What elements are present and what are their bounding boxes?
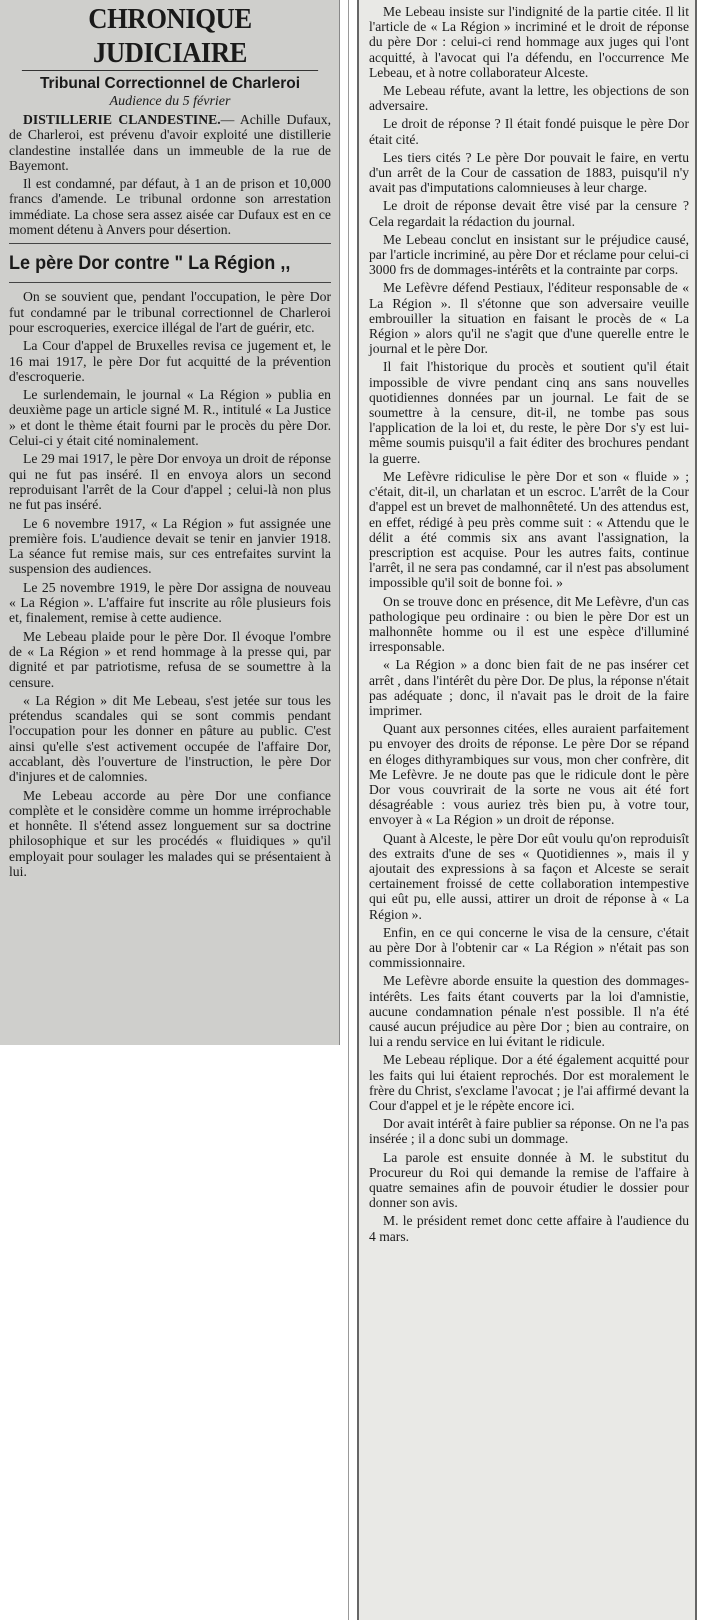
section-masthead: CHRONIQUE JUDICIAIRE — [22, 2, 318, 71]
item-text: — Achille Dufaux, de Charleroi, est prévenu d'avoir exploité une distillerie clandestine installée dans un immeuble de la rue de Bayemont. — [9, 112, 331, 173]
article-paragraph: M. le président remet donc cette affaire à l'audience du 4 mars. — [369, 1213, 689, 1244]
article-paragraph: Me Lebeau plaide pour le père Dor. Il évoque l'ombre de « La Région » et rend hommage à la presse qui, par dignité et par patriotisme, refusa de se soumettre à la censure. — [9, 628, 331, 690]
article-paragraph: Le droit de réponse devait être visé par la censure ? Cela regardait la rédaction du journal. — [369, 198, 689, 229]
article-paragraph: Dor avait intérêt à faire publier sa réponse. On ne l'a pas insérée ; il a donc subi un dommage. — [369, 1116, 689, 1147]
article-paragraph: Me Lebeau insiste sur l'indignité de la partie citée. Il lit l'article de « La Région » incriminé et le droit de réponse du père Dor : celui-ci rend hommage aux juges qui l'ont acquitté, à l'avocat qui l'a défendu, en l'occurrence Me Lebeau, et à notre collaborateur Alceste. — [369, 4, 689, 80]
article-paragraph: On se souvient que, pendant l'occupation, le père Dor fut condamné par le tribunal correctionnel de Charleroi pour escroqueries, exercice illégal de l'art de guérir, etc. — [9, 289, 331, 335]
article-paragraph: Me Lebeau conclut en insistant sur le préjudice causé, par l'article incriminé, au père Dor et réclame pour celui-ci 3000 frs de dommages-intérêts et la contrainte par corps. — [369, 231, 689, 278]
article-paragraph: Me Lefèvre aborde ensuite la question des dommages-intérêts. Les faits étant couverts par la loi d'amnistie, aucune condamnation pénale n'est possible. Il n'a été causé aucun préjudice au père Dor ; bien au contraire, on lui a rendu service en lui évitant le ridicule. — [369, 973, 689, 1050]
article-paragraph: Me Lebeau accorde au père Dor une confiance complète et le considère comme un homme irréprochable et honnête. Il s'étend assez longuement sur sa doctrine philosophique et sur les procédés « fluidiques » qu'il employait pour soulager les malades qui se présentaient à lui. — [9, 787, 331, 880]
separator-rule — [9, 282, 331, 283]
article-paragraph: Le 29 mai 1917, le père Dor envoya un droit de réponse qui ne fut pas inséré. Il en envoya alors un second reproduisant l'arrêt de la Cour d'appel ; celui-là non plus ne fut pas inséré. — [9, 451, 331, 513]
article-paragraph: La Cour d'appel de Bruxelles revisa ce jugement et, le 16 mai 1917, le père Dor fut acquitté de la prévention d'escroquerie. — [9, 338, 331, 384]
article-paragraph: « La Région » dit Me Lebeau, s'est jetée sur tous les prétendus scandales qui se sont commis pendant l'occupation pour les donner en pâture au public. C'est ainsi qu'elle s'est activement occupée de l'affaire Dor, accablant, dès l'ouverture de l'instruction, le père Dor d'injures et de calomnies. — [9, 692, 331, 785]
article-paragraph: Le 6 novembre 1917, « La Région » fut assignée une première fois. L'audience devait se tenir en janvier 1918. La séance fut remise mais, sur ces entrefaites survint la suspension des audiences. — [9, 515, 331, 577]
right-column — [357, 0, 697, 1620]
article-paragraph — [9, 112, 331, 173]
article-paragraph: La parole est ensuite donnée à M. le substitut du Procureur du Roi qui demande la remise de l'affaire à quatre semaines afin de pouvoir étudier le dossier pour donner son avis. — [369, 1149, 689, 1211]
article-paragraph: Il est condamné, par défaut, à 1 an de prison et 10,000 francs d'amende. Le tribunal ordonne son arrestation immédiate. La chose sera assez aisée car Dufaux est en ce moment détenu à Anvers pour désertion. — [9, 176, 331, 238]
article-paragraph: Quant à Alceste, le père Dor eût voulu qu'on reproduisît des extraits d'une de ses « Quotidiennes », mais il y ajoutait des expressions à sa façon et Alceste se serait certainement froissé de cette collaboration intempestive qui eût pu, elle aussi, attirer un droit de réponse à « La Région ». — [369, 830, 689, 922]
left-column — [0, 0, 340, 1045]
article-paragraph: Me Lefèvre ridiculise le père Dor et son « fluide » ; c'était, dit-il, un charlatan et un escroc. L'arrêt de la Cour d'appel est un brevet de malhonnêteté. Un des attendus est, en effet, rédigé à peu près comme suit : « Attendu que le délit a été commis six ans avant l'assignation, la prescription est acquise. Pour les autres faits, continue l'arrêt, il ne sera pas condamné, car il n'est pas absolument impossible qu'il soit de bonne foi. » — [369, 468, 689, 591]
article-paragraph: Le droit de réponse ? Il était fondé puisque le père Dor était cité. — [369, 116, 689, 147]
separator-rule — [9, 243, 331, 244]
article-paragraph: Les tiers cités ? Le père Dor pouvait le faire, en vertu d'un arrêt de la Cour de cassation de 1883, puisqu'il n'y avait pas d'imputations calomnieuses à leur charge. — [369, 149, 689, 196]
article-paragraph: Me Lefèvre défend Pestiaux, l'éditeur responsable de « La Région ». Il s'étonne que son adversaire veuille embrouiller la situation en faisant le procès de « La Région » alors qu'il ne s'agit que d'une querelle entre le journal et le père Dor. — [369, 280, 689, 357]
article-headline: Le père Dor contre " La Région ,, — [9, 253, 291, 275]
column-divider — [348, 0, 349, 1620]
article-paragraph: On se trouve donc en présence, dit Me Lefèvre, d'un cas pathologique peu ordinaire : ou bien le père Dor est un malhonnête homme ou il est une espèce d'illuminé irresponsable. — [369, 593, 689, 655]
article-paragraph: Quant aux personnes citées, elles auraient parfaitement pu envoyer des droits de réponse. Le père Dor se répand en éloges dithyrambiques sur vous, mon cher confrère, dit Me Lefèvre. Je ne doute pas que le ridicule dont le père Dor vous couvrirait de la sorte ne vous ait été fort désagréable : vous auriez très bien pu, à votre tour, envoyer à « La Région » un droit de réponse. — [369, 721, 689, 828]
article-paragraph: Le 25 novembre 1919, le père Dor assigna de nouveau « La Région ». L'affaire fut inscrite au rôle plusieurs fois et, finalement, remise à cette audience. — [9, 579, 331, 626]
article-paragraph: Le surlendemain, le journal « La Région » publia en deuxième page un article signé M. R., intitulé « La Justice » et dont le thème était fourni par le procès du père Dor. Celui-ci y était cité nominalement. — [9, 387, 331, 449]
item-lead: DISTILLERIE CLANDESTINE. — [23, 112, 221, 127]
article-paragraph: « La Région » a donc bien fait de ne pas insérer cet arrêt , dans l'intérêt du père Dor. De plus, la réponse n'était pas adéquate ; donc, il n'avait pas le droit de la faire imprimer. — [369, 657, 689, 718]
article-paragraph: Me Lebeau réfute, avant la lettre, les objections de son adversaire. — [369, 83, 689, 114]
article-paragraph: Me Lebeau réplique. Dor a été également acquitté pour les faits qui lui étaient reprochés. Dor est moralement le frère du Christ, s'exclame l'avocat ; je l'ai affirmé devant la Cour d'appel et je le répète encore ici. — [369, 1052, 689, 1114]
article-paragraph: Il fait l'historique du procès et soutient qu'il était impossible de vivre pendant cinq ans sans nouvelles quotidiennes données par un journal. Le fait de se soumettre à la censure, dit-il, ne tombe pas sous l'application de la loi et, du reste, le père Dor s'y est lui-même soumis puisqu'il a fait éditer des brochures pendant la guerre. — [369, 359, 689, 466]
session-date: Audience du 5 février — [109, 94, 231, 109]
court-heading: Tribunal Correctionnel de Charleroi — [39, 75, 301, 92]
article-paragraph: Enfin, en ce qui concerne le visa de la censure, c'était au père Dor à l'obtenir car « La Région » n'était pas son commissionnaire. — [369, 924, 689, 971]
